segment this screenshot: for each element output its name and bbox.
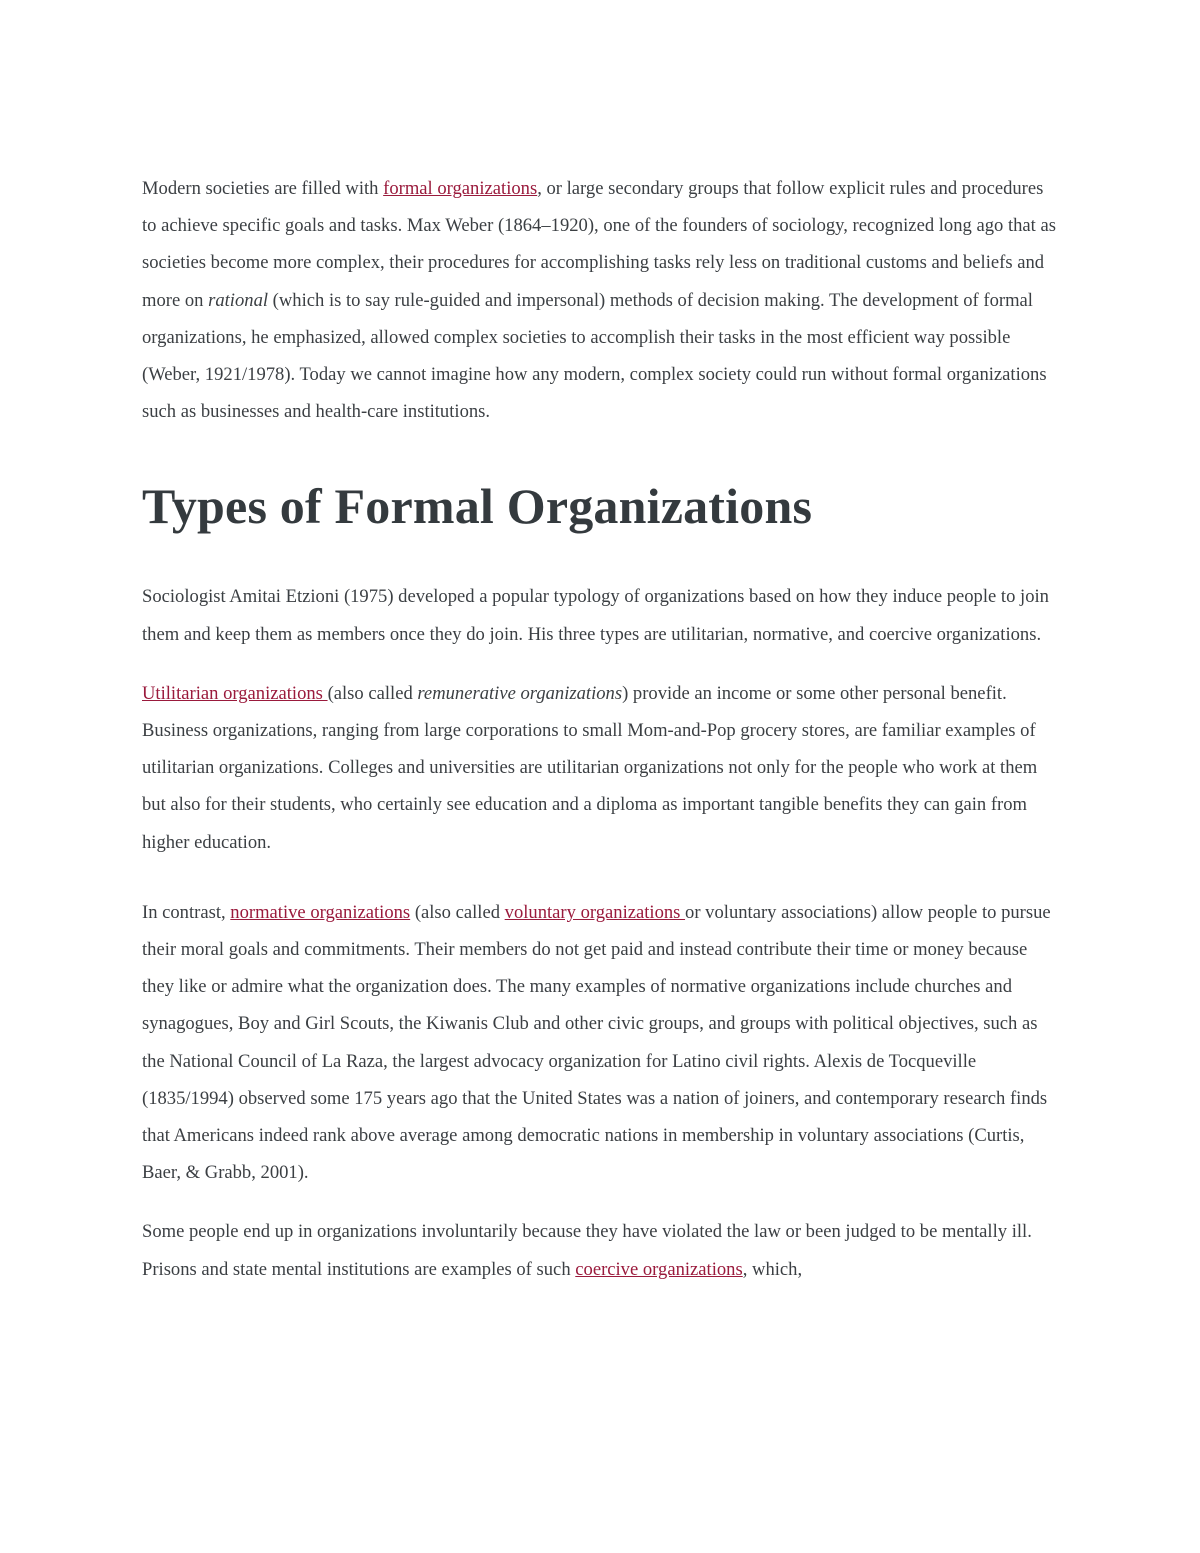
section-heading: Types of Formal Organizations [142, 478, 813, 535]
emphasis-remunerative: remunerative organizations [417, 682, 623, 704]
text-span: , or large secondary groups that follow explicit rules and procedures to achieve specific goals and tasks. Max Weber (1864–1920), one of the founders of sociology, recognized long ago that as societies become more complex, their procedures for accomplishing tasks rely less on traditional customs and beliefs and more on [142, 178, 1056, 311]
text-span: In contrast, [142, 901, 231, 923]
link-utilitarian-organizations[interactable]: Utilitarian organizations [142, 682, 328, 704]
text-span: Modern societies are filled with [142, 178, 384, 199]
text-span: Sociologist Amitai Etzioni (1975) developed a popular typology of organizations based on how they induce people to join them and keep them as members once they do join. His three types are utilitarian, normative, and coercive organizations. [142, 586, 1049, 645]
utilitarian-paragraph [142, 675, 1060, 861]
text-span: (also called [410, 901, 505, 923]
link-formal-organizations[interactable]: formal organizations [383, 178, 538, 199]
link-coercive-organizations[interactable]: coercive organizations [575, 1258, 743, 1280]
typology-paragraph [142, 578, 1060, 652]
text-span: , which, [742, 1258, 803, 1280]
link-voluntary-organizations[interactable]: voluntary organizations [504, 901, 686, 923]
text-span: or voluntary associations) allow people to pursue their moral goals and commitments. Their members do not get paid and instead contribute their time or money because they like or admire what the organization does. The many examples of normative organizations include churches and synagogues, Boy and Girl Scouts, the Kiwanis Club and other civic groups, and groups with political objectives, such as the National Council of La Raza, the largest advocacy organization for Latino civil rights. Alexis de Tocqueville (1835/1994) observed some 175 years ago that the United States was a nation of joiners, and contemporary research finds that Americans indeed rank above average among democratic nations in membership in voluntary associations (Curtis, Baer, & Grabb, 2001). [142, 901, 1051, 1184]
text-span: ) provide an income or some other personal benefit. Business organizations, ranging from large corporations to small Mom-and-Pop grocery stores, are familiar examples of utilitarian organizations. Colleges and universities are utilitarian organizations not only for the people who work at them but also for their students, who certainly see education and a diploma as important tangible benefits they can gain from higher education. [142, 682, 1038, 853]
link-normative-organizations[interactable]: normative organizations [230, 901, 411, 923]
text-span: (which is to say rule-guided and impersonal) methods of decision making. The development of formal organizations, he emphasized, allowed complex societies to accomplish their tasks in the most efficient way possible (Weber, 1921/1978). Today we cannot imagine how any modern, complex society could run without formal organizations such as businesses and health-care institutions. [142, 289, 1047, 423]
text-span: (also called [327, 682, 418, 704]
coercive-paragraph [142, 1213, 1060, 1287]
intro-paragraph [142, 170, 1060, 430]
emphasis-rational: rational [208, 289, 269, 311]
document-page [142, 170, 1060, 1288]
text-span: Some people end up in organizations involuntarily because they have violated the law or been judged to be mentally ill. Prisons and state mental institutions are examples of such [142, 1221, 1032, 1280]
normative-paragraph [142, 894, 1060, 1192]
